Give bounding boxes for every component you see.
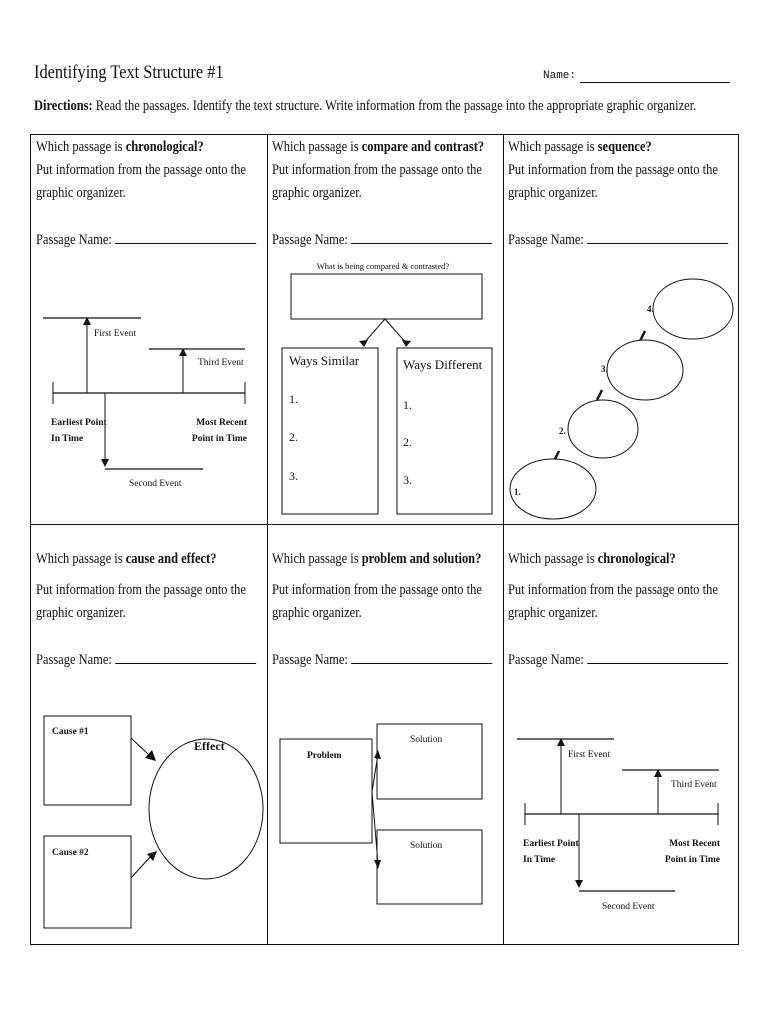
arrowhead-icon bbox=[402, 340, 411, 347]
directions-label: Directions: bbox=[34, 98, 93, 114]
earliest-point-label-2: In Time bbox=[51, 434, 84, 444]
name-label: Name: bbox=[543, 70, 577, 82]
step-1-label: 1. bbox=[514, 487, 521, 497]
cause-effect-diagram bbox=[31, 524, 267, 945]
structure-name: cause and effect? bbox=[125, 551, 217, 567]
ways-different-box[interactable] bbox=[397, 348, 492, 514]
sequence-step-3[interactable] bbox=[607, 340, 683, 400]
sequence-connector bbox=[597, 390, 602, 400]
step-4-label: 4. bbox=[647, 304, 654, 314]
structure-name: problem and solution? bbox=[361, 551, 482, 567]
similar-item-3: 3. bbox=[289, 469, 298, 483]
second-event-label: Second Event bbox=[602, 902, 655, 912]
timeline-diagram bbox=[31, 135, 267, 524]
third-event-label: Third Event bbox=[671, 780, 717, 790]
question: Which passage is chronological? bbox=[508, 551, 676, 567]
passage-name-field[interactable]: Passage Name: bbox=[36, 231, 256, 249]
instructions: Put information from the passage onto the graphic organizer. bbox=[36, 582, 246, 621]
arrowhead-icon bbox=[359, 340, 368, 347]
different-item-3: 3. bbox=[403, 473, 412, 487]
most-recent-label-2: Point in Time bbox=[191, 434, 247, 444]
sequence-diagram bbox=[503, 135, 740, 524]
structure-name: sequence? bbox=[597, 139, 652, 155]
cell-cause-effect bbox=[31, 524, 267, 945]
sequence-step-1[interactable] bbox=[510, 459, 596, 519]
instructions: Put information from the passage onto the graphic organizer. bbox=[508, 582, 718, 621]
cause-1-arrow bbox=[131, 738, 149, 755]
structure-name: compare and contrast? bbox=[361, 139, 485, 155]
cause-1-label: Cause #1 bbox=[52, 727, 89, 737]
cause-2-arrow bbox=[131, 856, 151, 878]
arrowhead-icon bbox=[147, 851, 157, 861]
similar-item-2: 2. bbox=[289, 430, 298, 444]
cell-problem-solution bbox=[267, 524, 503, 945]
sequence-step-4[interactable] bbox=[653, 279, 733, 339]
structure-name: chronological? bbox=[125, 139, 204, 155]
passage-name-field[interactable]: Passage Name: bbox=[272, 651, 492, 669]
solution-2-label: Solution bbox=[410, 841, 443, 851]
solution-2-arrow bbox=[372, 792, 378, 864]
question: Which passage is sequence? bbox=[508, 139, 652, 155]
problem-solution-diagram bbox=[267, 524, 503, 945]
compared-topic-box[interactable] bbox=[291, 274, 482, 319]
compare-question-label: What is being compared & contrasted? bbox=[316, 261, 450, 271]
cell-compare-contrast bbox=[267, 135, 503, 524]
effect-label: Effect bbox=[194, 739, 225, 753]
question: Which passage is chronological? bbox=[36, 139, 204, 155]
step-3-label: 3. bbox=[601, 364, 608, 374]
instructions: Put information from the passage onto the graphic organizer. bbox=[272, 582, 482, 621]
problem-label: Problem bbox=[307, 751, 342, 761]
cause-2-label: Cause #2 bbox=[52, 848, 89, 858]
cell-chronological-2 bbox=[503, 524, 740, 945]
earliest-point-label-2: In Time bbox=[523, 855, 556, 865]
question: Which passage is cause and effect? bbox=[36, 551, 217, 567]
first-event-label: First Event bbox=[568, 750, 610, 760]
question: Which passage is compare and contrast? bbox=[272, 139, 485, 155]
passage-name-field[interactable]: Passage Name: bbox=[508, 231, 728, 249]
structure-name: chronological? bbox=[597, 551, 676, 567]
instructions: Put information from the passage onto the graphic organizer. bbox=[36, 162, 246, 201]
organizer-grid bbox=[30, 134, 739, 945]
cell-sequence bbox=[503, 135, 740, 524]
cell-chronological-1 bbox=[31, 135, 267, 524]
arrowhead-icon bbox=[374, 860, 381, 869]
passage-name-field[interactable]: Passage Name: bbox=[272, 231, 492, 249]
ways-similar-label: Ways Similar bbox=[289, 353, 360, 368]
question: Which passage is problem and solution? bbox=[272, 551, 482, 567]
most-recent-label: Most Recent bbox=[196, 418, 247, 428]
name-blank[interactable] bbox=[580, 82, 730, 83]
most-recent-label-2: Point in Time bbox=[664, 855, 720, 865]
step-2-label: 2. bbox=[559, 426, 566, 436]
passage-name-field[interactable]: Passage Name: bbox=[508, 651, 728, 669]
timeline-diagram bbox=[503, 524, 740, 945]
instructions: Put information from the passage onto the graphic organizer. bbox=[508, 162, 718, 201]
sequence-step-2[interactable] bbox=[568, 400, 638, 458]
earliest-point-label: Earliest Point bbox=[51, 418, 107, 428]
sequence-connector bbox=[640, 331, 645, 341]
page-title: Identifying Text Structure #1 bbox=[34, 62, 224, 83]
instructions: Put information from the passage onto the graphic organizer. bbox=[272, 162, 482, 201]
directions bbox=[34, 98, 696, 115]
third-event-label: Third Event bbox=[198, 358, 244, 368]
most-recent-label: Most Recent bbox=[669, 839, 720, 849]
arrowhead-icon bbox=[374, 750, 381, 759]
effect-circle[interactable] bbox=[149, 739, 263, 879]
earliest-point-label: Earliest Point bbox=[523, 839, 579, 849]
ways-different-label: Ways Different bbox=[403, 357, 483, 372]
different-item-2: 2. bbox=[403, 435, 412, 449]
arrowhead-icon bbox=[575, 880, 583, 888]
directions-text: Read the passages. Identify the text structure. Write information from the passage into the appropriate graphic organizer. bbox=[95, 98, 697, 114]
arrowhead-icon bbox=[101, 459, 109, 467]
similar-item-1: 1. bbox=[289, 392, 298, 406]
compare-contrast-diagram bbox=[267, 135, 503, 524]
arrowhead-icon bbox=[145, 750, 156, 761]
passage-name-field[interactable]: Passage Name: bbox=[36, 651, 256, 669]
solution-1-label: Solution bbox=[410, 735, 443, 745]
second-event-label: Second Event bbox=[129, 479, 182, 489]
first-event-label: First Event bbox=[94, 329, 136, 339]
different-item-1: 1. bbox=[403, 398, 412, 412]
